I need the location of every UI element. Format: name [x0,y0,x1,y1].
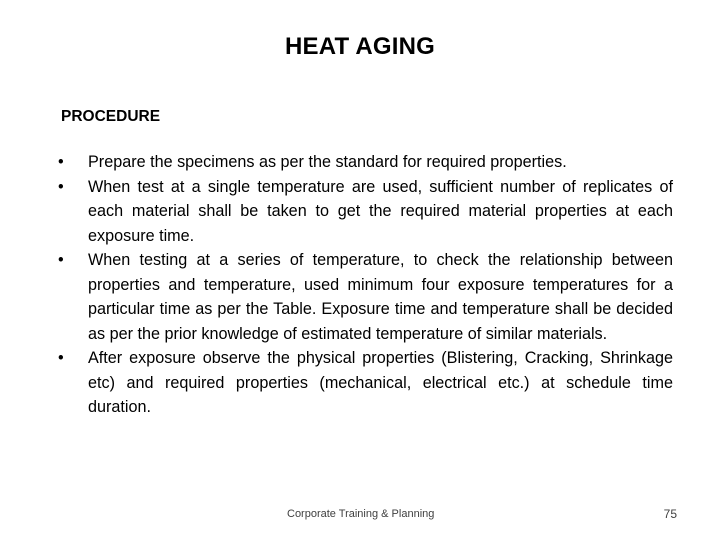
bullet-item [58,346,673,420]
bullet-icon: • [58,153,64,171]
slide-title: HEAT AGING [285,33,435,60]
bullet-text: When testing at a series of temperature, to check the relationship between properties and temperature, used minimum four exposure temperatures for a particular time as per the Table. Exposure time and temperature shall be decided as per the prior knowledge of estimated temperature of similar materials. [88,251,673,343]
bullet-list [58,150,673,420]
bullet-item [58,248,673,346]
bullet-icon: • [58,177,64,196]
bullet-icon: • [58,251,64,269]
bullet-item [58,175,673,249]
footer-organization: Corporate Training & Planning [287,508,435,520]
bullet-item [58,150,673,175]
page-number: 75 [663,507,677,521]
bullet-icon: • [58,349,64,367]
bullet-text: Prepare the specimens as per the standard for required properties. [88,153,567,171]
bullet-text: When test at a single temperature are used, sufficient number of replicates of each material shall be taken to get the required material properties at each exposure time. [88,177,673,245]
bullet-text: After exposure observe the physical properties (Blistering, Cracking, Shrinkage etc) and required properties (mechanical, electrical etc.) at schedule time duration. [88,349,673,416]
section-heading: PROCEDURE [61,108,161,125]
